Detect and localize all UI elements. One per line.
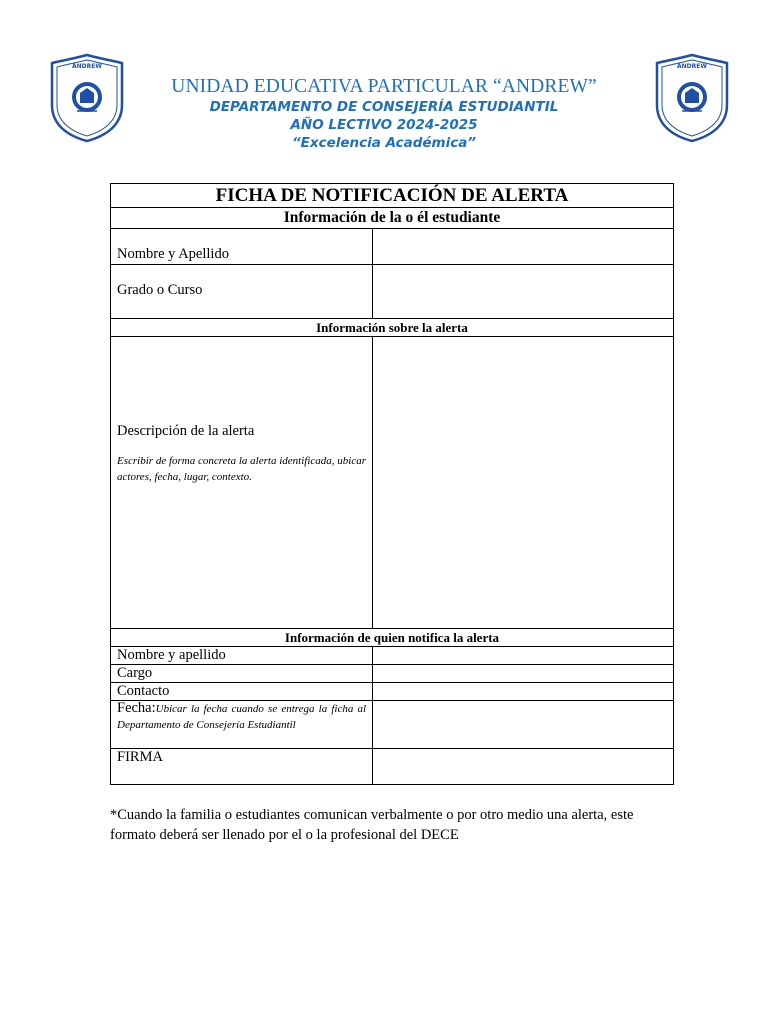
logo-top-text: ANDREW: [677, 63, 707, 70]
alert-description-cell: [111, 337, 373, 629]
position-label: Cargo: [111, 665, 373, 683]
footnote: *Cuando la familia o estudiantes comunican verbalmente o por otro medio una alerta, este formato deberá ser llenado por el o la profesional del DECE: [110, 807, 634, 843]
alert-section-heading: Información sobre la alerta: [111, 319, 674, 337]
date-label: Fecha:: [117, 700, 156, 716]
notifier-name-label: Nombre y apellido: [111, 647, 373, 665]
alert-description-field[interactable]: [373, 337, 674, 629]
date-cell: [111, 701, 373, 749]
notifier-name-field[interactable]: [373, 647, 674, 665]
school-name: UNIDAD EDUCATIVA PARTICULAR “ANDREW”: [171, 76, 597, 97]
student-name-label: Nombre y Apellido: [111, 229, 373, 265]
signature-field[interactable]: [373, 749, 674, 785]
student-section-heading: Información de la o él estudiante: [111, 208, 674, 229]
alert-description-label: Descripción de la alerta: [117, 423, 255, 439]
alert-description-hint: Escribir de forma concreta la alerta identificada, ubicar actores, fecha, lugar, contexto.: [117, 455, 366, 483]
student-name-field[interactable]: [373, 229, 674, 265]
document-header: [110, 76, 658, 152]
grade-label: Grado o Curso: [111, 265, 373, 319]
contact-label: Contacto: [111, 683, 373, 701]
alert-notification-form: [110, 183, 674, 785]
shield-crest-icon: [655, 53, 729, 143]
date-field[interactable]: [373, 701, 674, 749]
logo-top-text: ANDREW: [72, 63, 102, 70]
contact-field[interactable]: [373, 683, 674, 701]
school-year: AÑO LECTIVO 2024-2025: [290, 117, 478, 133]
signature-label: FIRMA: [111, 749, 373, 785]
date-hint: Ubicar la fecha cuando se entrega la ficha al Departamento de Consejería Estudiantil: [117, 703, 366, 731]
position-field[interactable]: [373, 665, 674, 683]
grade-field[interactable]: [373, 265, 674, 319]
notifier-section-heading: Información de quien notifica la alerta: [111, 629, 674, 647]
school-motto: “Excelencia Académica”: [291, 135, 477, 151]
department-name: DEPARTAMENTO DE CONSEJERÍA ESTUDIANTIL: [209, 99, 559, 115]
school-logo-right: [655, 53, 729, 143]
form-title: FICHA DE NOTIFICACIÓN DE ALERTA: [111, 184, 674, 208]
